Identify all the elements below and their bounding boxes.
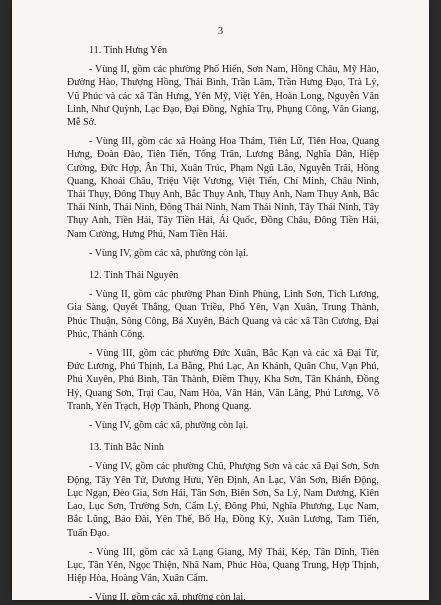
paragraph-thai-nguyen-region-2: - Vùng II, gồm các phường Phan Đình Phùng, Linh Sơn, Tích Lương, Gia Sàng, Quyết Thắng, Quan Triều, Phổ Yên, Vạn Xuân, Trung Thành, Phúc Thuận, Sông Công, Bá Xuyên, Bách Quang và các xã Tân Cương, Đại Phúc, Thành Công. [67, 289, 379, 340]
page-number: 3 [217, 26, 224, 37]
paragraph-bac-ninh-region-3: - Vùng III, gồm các xã Lạng Giang, Mỹ Thái, Kép, Tân Dĩnh, Tiên Lục, Tân Yên, Ngọc Thiện, Nhã Nam, Phúc Hòa, Quang Trung, Hợp Thịnh, Hiệp Hòa, Hoàng Vân, Xuân Cẩm. [67, 546, 379, 585]
document-body [67, 44, 379, 605]
paragraph-bac-ninh-region-4: - Vùng IV, gồm các phường Chũ, Phượng Sơn và các xã Đại Sơn, Sơn Động, Tây Yên Tử, Dương Hưu, Yên Định, An Lạc, Vân Sơn, Biển Động, Lục Ngạn, Đèo Gia, Sơn Hải, Tân Sơn, Biên Sơn, Sa Lý, Nam Dương, Kiên Lao, Lục Sơn, Trường Sơn, Cẩm Lý, Đông Phú, Nghĩa Phương, Lục Nam, Bắc Lũng, Bảo Đài, Yên Thế, Bố Hạ, Đồng Kỳ, Xuân Lương, Tam Tiến, Tuấn Đạo. [67, 461, 379, 539]
section-title-thai-nguyen: 12. Tỉnh Thái Nguyên [89, 270, 179, 282]
paragraph-bac-ninh-region-2: - Vùng II, gồm các xã, phường còn lại. [89, 592, 246, 604]
paragraph-hung-yen-region-2: - Vùng II, gồm các phường Phố Hiến, Sơn Nam, Hồng Châu, Mỹ Hào, Đường Hào, Thượng Hồng, Thái Bình, Trần Lãm, Trần Hưng Đạo, Trà Lý, Vũ Phúc và các xã Tân Hưng, Yên Mỹ, Việt Yên, Hoàn Long, Nguyễn Văn Linh, Như Quỳnh, Lạc Đạo, Đại Đồng, Nghĩa Trụ, Phụng Công, Văn Giang, Mễ Sở. [67, 64, 379, 129]
paragraph-hung-yen-region-4: - Vùng IV, gồm các xã, phường còn lại. [89, 247, 249, 259]
paragraph-thai-nguyen-region-4: - Vùng IV, gồm các xã, phường còn lại. [89, 420, 249, 432]
paragraph-hung-yen-region-3: - Vùng III, gồm các xã Hoàng Hoa Thám, Tiên Lữ, Tiên Hoa, Quang Hưng, Đoàn Đào, Tiên Tiến, Tống Trân, Lương Bằng, Nghĩa Dân, Hiệp Cường, Đức Hợp, Ân Thi, Xuân Trúc, Phạm Ngũ Lão, Nguyễn Trãi, Hồng Quang, Khoái Châu, Triệu Việt Vương, Việt Tiến, Chí Minh, Châu Ninh, Thái Thụy, Đông Thụy Anh, Bắc Thụy Anh, Thụy Anh, Nam Thụy Anh, Bắc Thái Ninh, Thái Ninh, Đông Thái Ninh, Nam Thái Ninh, Tây Thái Ninh, Tây Thụy Anh, Tiền Hải, Tây Tiền Hải, Ái Quốc, Đồng Châu, Đông Tiền Hải, Nam Cường, Hưng Phú, Nam Tiền Hải. [67, 136, 379, 240]
section-title-hung-yen: 11. Tỉnh Hưng Yên [89, 45, 167, 56]
section-title-bac-ninh: 13. Tỉnh Bắc Ninh [89, 442, 164, 454]
paragraph-thai-nguyen-region-3: - Vùng III, gồm các phường Đức Xuân, Bắc Kạn và các xã Đại Từ, Đức Lương, Phú Thịnh, La Bằng, Phú Lạc, An Khánh, Quân Chu, Vạn Phú, Phú Xuyên, Phú Bình, Tân Thành, Điềm Thụy, Kha Sơn, Tân Khánh, Đồng Hỷ, Quang Sơn, Trại Cau, Nam Hòa, Văn Hán, Văn Lăng, Phú Lương, Vô Tranh, Yên Trạch, Hợp Thành, Phong Quang. [67, 348, 379, 412]
document-page [12, 0, 429, 604]
